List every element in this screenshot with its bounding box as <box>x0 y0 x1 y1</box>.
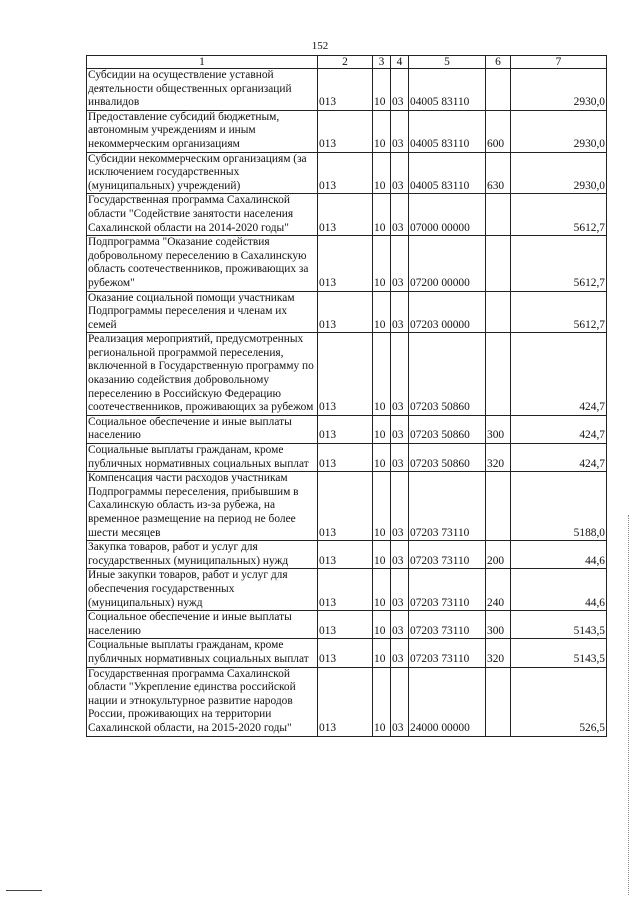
row-pr: 03 <box>391 69 409 111</box>
row-sum: 2930,0 <box>511 152 607 194</box>
row-csr: 07203 50860 <box>409 333 486 416</box>
row-pr: 03 <box>391 333 409 416</box>
row-pr: 03 <box>391 110 409 152</box>
row-csr: 07203 73110 <box>409 611 486 639</box>
budget-table <box>86 55 607 737</box>
row-sum: 44,6 <box>511 541 607 569</box>
row-csr: 07203 73110 <box>409 639 486 667</box>
header-row <box>87 56 607 69</box>
row-vr: 300 <box>486 415 511 443</box>
row-sum: 424,7 <box>511 444 607 472</box>
row-vr <box>486 472 511 541</box>
row-pr: 03 <box>391 194 409 236</box>
table-row <box>87 69 607 111</box>
row-csr: 07203 73110 <box>409 569 486 611</box>
column-header-vr: 6 <box>486 56 511 69</box>
row-name: Социальное обеспечение и иные выплаты населению <box>87 611 318 639</box>
table-row <box>87 611 607 639</box>
row-pr: 03 <box>391 444 409 472</box>
column-header-pr: 4 <box>391 56 409 69</box>
table-row <box>87 236 607 291</box>
column-header-rz: 3 <box>373 56 391 69</box>
row-vr: 600 <box>486 110 511 152</box>
row-pr: 03 <box>391 236 409 291</box>
table-row <box>87 333 607 416</box>
row-name: Предоставление субсидий бюджетным, автономным учреждениям и иным некоммерческим организациям <box>87 110 318 152</box>
row-ved: 013 <box>318 639 373 667</box>
row-csr: 07203 73110 <box>409 472 486 541</box>
table-row <box>87 152 607 194</box>
row-ved: 013 <box>318 110 373 152</box>
row-ved: 013 <box>318 415 373 443</box>
row-rz: 10 <box>373 415 391 443</box>
row-sum: 2930,0 <box>511 110 607 152</box>
scan-margin-mark <box>6 890 42 891</box>
row-ved: 013 <box>318 236 373 291</box>
row-pr: 03 <box>391 472 409 541</box>
row-name: Субсидии некоммерческим организациям (за исключением государственных (муниципальных) учреждений) <box>87 152 318 194</box>
table-row <box>87 194 607 236</box>
row-rz: 10 <box>373 236 391 291</box>
row-rz: 10 <box>373 472 391 541</box>
row-sum: 5143,5 <box>511 611 607 639</box>
row-ved: 013 <box>318 667 373 736</box>
row-name: Государственная программа Сахалинской области "Укрепление единства российской нации и этнокультурное развитие народов России, проживающих на территории Сахалинской области, на 2015-2020 годы" <box>87 667 318 736</box>
table-row <box>87 291 607 333</box>
row-sum: 2930,0 <box>511 69 607 111</box>
row-vr <box>486 333 511 416</box>
column-header-sum: 7 <box>511 56 607 69</box>
row-rz: 10 <box>373 667 391 736</box>
row-name: Социальные выплаты гражданам, кроме публичных нормативных социальных выплат <box>87 444 318 472</box>
row-pr: 03 <box>391 611 409 639</box>
row-rz: 10 <box>373 152 391 194</box>
row-rz: 10 <box>373 194 391 236</box>
row-csr: 07203 50860 <box>409 415 486 443</box>
table-row <box>87 569 607 611</box>
table-body <box>87 69 607 737</box>
row-sum: 44,6 <box>511 569 607 611</box>
row-rz: 10 <box>373 611 391 639</box>
row-csr: 07203 00000 <box>409 291 486 333</box>
row-csr: 07203 73110 <box>409 541 486 569</box>
row-vr: 200 <box>486 541 511 569</box>
scan-edge-line <box>628 515 629 895</box>
row-ved: 013 <box>318 444 373 472</box>
row-sum: 5143,5 <box>511 639 607 667</box>
row-ved: 013 <box>318 333 373 416</box>
row-pr: 03 <box>391 541 409 569</box>
row-sum: 5612,7 <box>511 291 607 333</box>
row-ved: 013 <box>318 194 373 236</box>
row-sum: 5188,0 <box>511 472 607 541</box>
table-row <box>87 667 607 736</box>
row-csr: 24000 00000 <box>409 667 486 736</box>
row-vr: 320 <box>486 639 511 667</box>
row-rz: 10 <box>373 333 391 416</box>
row-rz: 10 <box>373 639 391 667</box>
row-rz: 10 <box>373 569 391 611</box>
table-row <box>87 444 607 472</box>
row-vr <box>486 194 511 236</box>
row-rz: 10 <box>373 110 391 152</box>
row-rz: 10 <box>373 291 391 333</box>
row-csr: 04005 83110 <box>409 69 486 111</box>
row-sum: 424,7 <box>511 415 607 443</box>
row-pr: 03 <box>391 639 409 667</box>
row-pr: 03 <box>391 291 409 333</box>
row-vr <box>486 667 511 736</box>
row-vr: 240 <box>486 569 511 611</box>
row-name: Иные закупки товаров, работ и услуг для обеспечения государственных (муниципальных) нужд <box>87 569 318 611</box>
row-vr: 630 <box>486 152 511 194</box>
row-ved: 013 <box>318 472 373 541</box>
row-sum: 424,7 <box>511 333 607 416</box>
row-pr: 03 <box>391 152 409 194</box>
row-ved: 013 <box>318 569 373 611</box>
row-vr <box>486 291 511 333</box>
row-name: Реализация мероприятий, предусмотренных региональной программой переселения, включенной в Государственную программу по оказанию содействия добровольному переселению в Российскую Федерацию соотечественников, проживающих за рубежом <box>87 333 318 416</box>
row-name: Оказание социальной помощи участникам Подпрограммы переселения и членам их семей <box>87 291 318 333</box>
row-csr: 07200 00000 <box>409 236 486 291</box>
row-vr: 300 <box>486 611 511 639</box>
table-row <box>87 110 607 152</box>
row-name: Закупка товаров, работ и услуг для государственных (муниципальных) нужд <box>87 541 318 569</box>
row-pr: 03 <box>391 415 409 443</box>
table-header <box>87 56 607 69</box>
row-ved: 013 <box>318 69 373 111</box>
row-vr <box>486 69 511 111</box>
row-csr: 04005 83110 <box>409 110 486 152</box>
table-row <box>87 541 607 569</box>
row-vr: 320 <box>486 444 511 472</box>
row-sum: 5612,7 <box>511 236 607 291</box>
row-ved: 013 <box>318 611 373 639</box>
row-name: Компенсация части расходов участникам Подпрограммы переселения, прибывшим в Сахалинскую область из-за рубежа, на временное размещение на период не более шести месяцев <box>87 472 318 541</box>
row-vr <box>486 236 511 291</box>
page-number: 152 <box>311 40 329 52</box>
row-csr: 07203 50860 <box>409 444 486 472</box>
column-header-name: 1 <box>87 56 318 69</box>
row-name: Государственная программа Сахалинской области "Содействие занятости населения Сахалинской области на 2014-2020 годы" <box>87 194 318 236</box>
row-ved: 013 <box>318 291 373 333</box>
row-sum: 526,5 <box>511 667 607 736</box>
row-sum: 5612,7 <box>511 194 607 236</box>
row-name: Субсидии на осуществление уставной деятельности общественных организаций инвалидов <box>87 69 318 111</box>
table-row <box>87 639 607 667</box>
row-rz: 10 <box>373 541 391 569</box>
column-header-ved: 2 <box>318 56 373 69</box>
row-csr: 04005 83110 <box>409 152 486 194</box>
row-pr: 03 <box>391 667 409 736</box>
row-rz: 10 <box>373 444 391 472</box>
row-ved: 013 <box>318 152 373 194</box>
row-pr: 03 <box>391 569 409 611</box>
row-name: Подпрограмма "Оказание содействия добровольному переселению в Сахалинскую область соотечественников, проживающих за рубежом" <box>87 236 318 291</box>
row-name: Социальные выплаты гражданам, кроме публичных нормативных социальных выплат <box>87 639 318 667</box>
column-header-csr: 5 <box>409 56 486 69</box>
table-row <box>87 415 607 443</box>
row-csr: 07000 00000 <box>409 194 486 236</box>
table-row <box>87 472 607 541</box>
row-ved: 013 <box>318 541 373 569</box>
row-rz: 10 <box>373 69 391 111</box>
row-name: Социальное обеспечение и иные выплаты населению <box>87 415 318 443</box>
